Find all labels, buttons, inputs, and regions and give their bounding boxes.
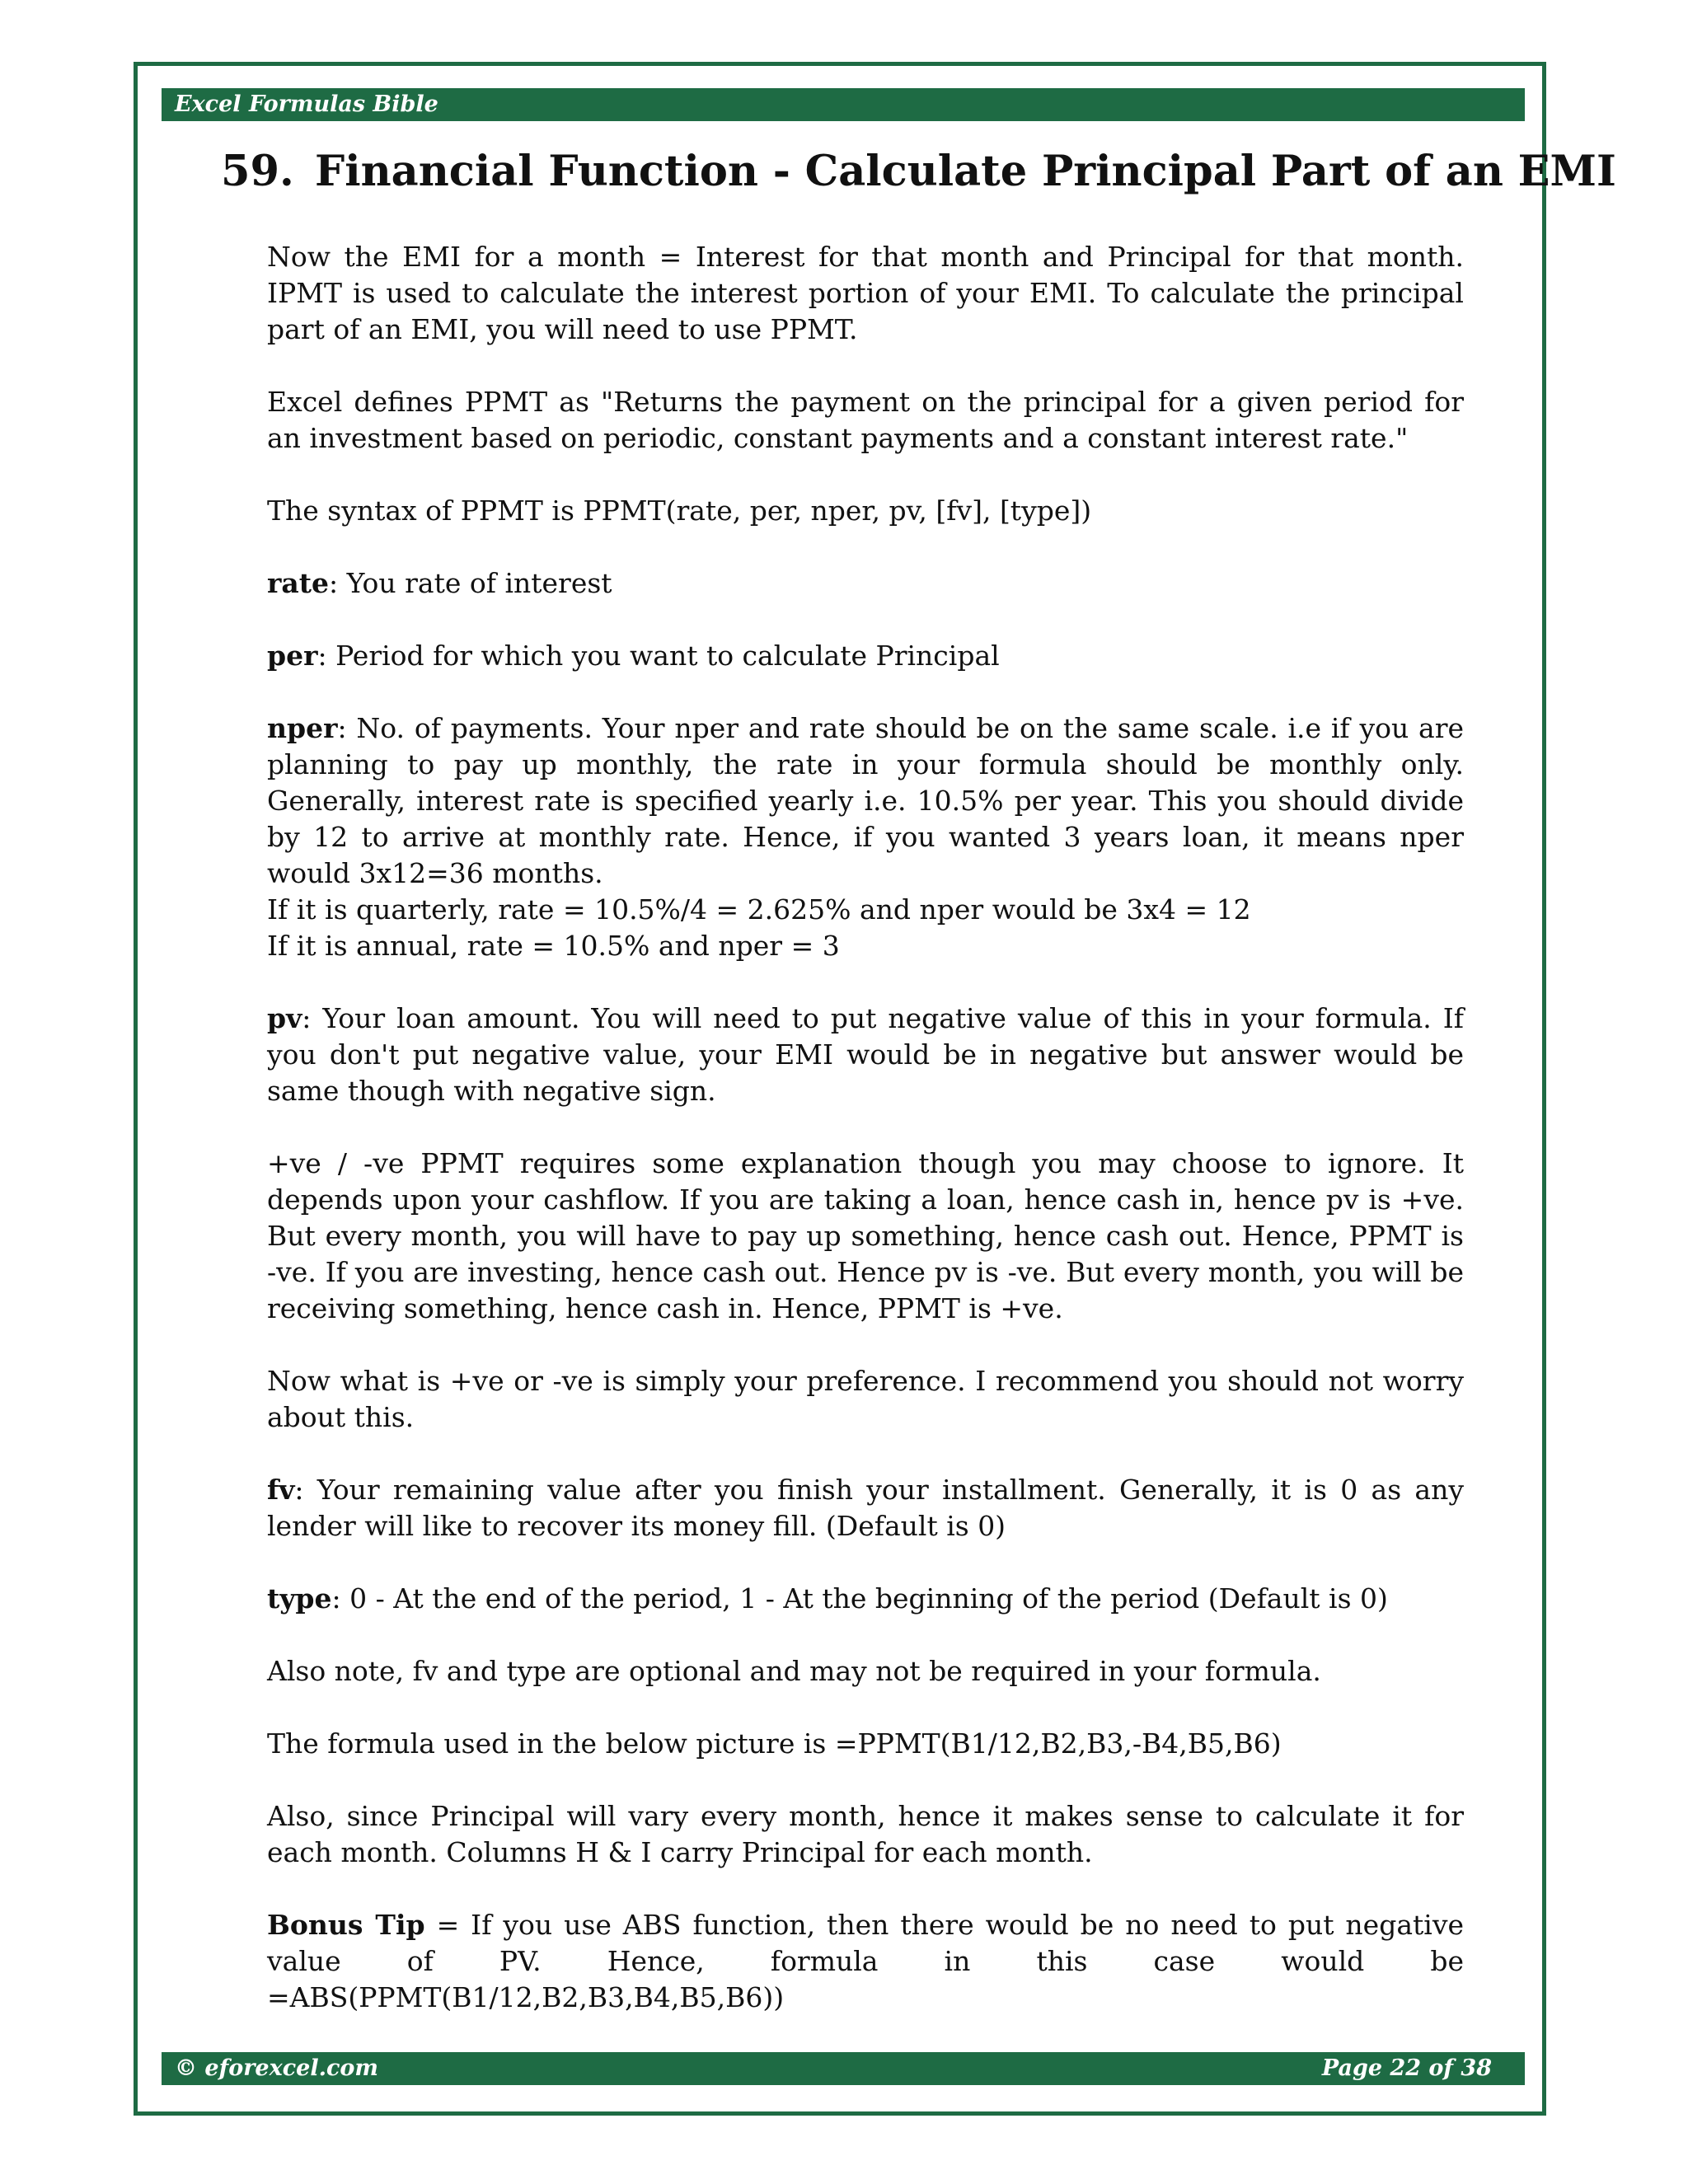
paragraph-monthly: Also, since Principal will vary every month, hence it makes sense to calculate it for each month. Columns H & I carry Principal for each month. [267,1800,1464,1868]
section-heading: Financial Function - Calculate Principal Part of an EMI [315,147,1616,196]
section-title [221,147,1616,196]
paragraph-type [267,1581,1464,1617]
rate-description: : You rate of interest [329,567,612,599]
paragraph-per [267,638,1464,674]
paragraph-fv [267,1472,1464,1544]
header-bar [162,88,1525,121]
fv-description: : Your remaining value after you finish your installment. Generally, it is 0 as any lender will like to recover its money fill. (Default is 0) [267,1474,1464,1542]
paragraph-preference: Now what is +ve or -ve is simply your preference. I recommend you should not worry about this. [267,1365,1464,1433]
nper-description: : No. of payments. Your nper and rate should be on the same scale. i.e if you are planning to pay up monthly, the rate in your formula should be monthly only. Generally, interest rate is specified yearly i.e. 10.5% per year. This you should divide by 12 to arrive at monthly rate. Hence, if you wanted 3 years loan, it means nper would 3x12=36 months. [267,712,1464,889]
header-title: Excel Formulas Bible [175,91,438,117]
footer-site: © eforexcel.com [175,2055,378,2081]
footer-page-number: Page 22 of 38 [1321,2055,1492,2081]
paragraph-pv [267,1001,1464,1109]
section-number: 59. [221,147,294,196]
footer-bar [162,2052,1525,2085]
paragraph-rate [267,565,1464,602]
nper-quarterly: If it is quarterly, rate = 10.5%/4 = 2.625% and nper would be 3x4 = 12 [267,893,1251,926]
bonus-description: = If you use ABS function, then there would be no need to put negative value of PV. Hence, formula in this case would be =ABS(PPMT(B1/12,B2,B3,B4,B5,B6)) [267,1909,1465,2013]
paragraph-sign: +ve / -ve PPMT requires some explanation though you may choose to ignore. It depends upon your cashflow. If you are taking a loan, hence cash in, hence pv is +ve. But every month, you will have to pay up something, hence cash out. Hence, PPMT is -ve. If you are investing, hence cash out. Hence pv is -ve. But every month, you will be receiving something, hence cash in. Hence, PPMT is +ve. [267,1147,1464,1324]
term-pv: pv [267,1002,302,1034]
nper-annual: If it is annual, rate = 10.5% and nper = 3 [267,930,840,962]
paragraph-intro: Now the EMI for a month = Interest for that month and Principal for that month. IPMT is used to calculate the interest portion of your EMI. To calculate the principal part of an EMI, you will need to use PPMT. [267,241,1464,345]
main-content [267,239,1464,2052]
paragraph-optional: Also note, fv and type are optional and may not be required in your formula. [267,1655,1321,1687]
type-description: : 0 - At the end of the period, 1 - At the beginning of the period (Default is 0) [331,1582,1388,1615]
term-type: type [267,1582,332,1615]
paragraph-formula: The formula used in the below picture is =PPMT(B1/12,B2,B3,-B4,B5,B6) [267,1727,1282,1760]
term-per: per [267,640,318,672]
term-rate: rate [267,567,330,599]
per-description: : Period for which you want to calculate Principal [317,640,1000,672]
paragraph-nper [267,710,1464,964]
term-fv: fv [267,1474,295,1506]
paragraph-syntax: The syntax of PPMT is PPMT(rate, per, nper, pv, [fv], [type]) [267,494,1092,527]
paragraph-definition: Excel defines PPMT as "Returns the payment on the principal for a given period for an investment based on periodic, constant payments and a constant interest rate." [267,386,1464,454]
term-bonus-tip: Bonus Tip [267,1909,425,1941]
term-nper: nper [267,712,338,744]
pv-description: : Your loan amount. You will need to put negative value of this in your formula. If you don't put negative value, your EMI would be in negative but answer would be same though with negative sign. [267,1002,1464,1107]
paragraph-bonus [267,1907,1464,2016]
